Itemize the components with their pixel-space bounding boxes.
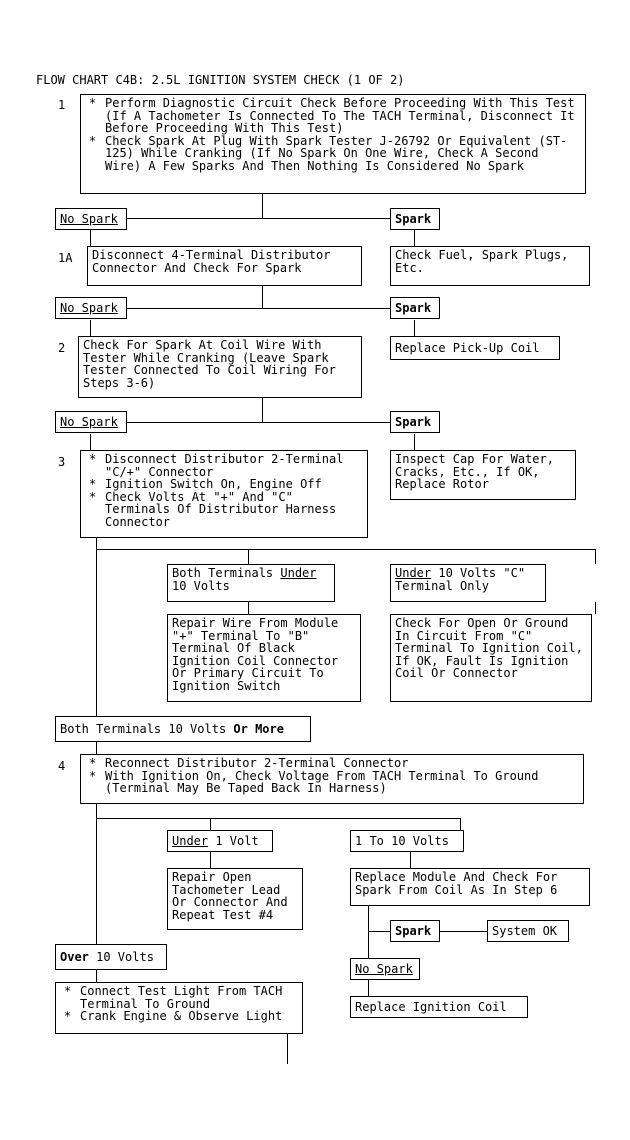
spark-label-3: Spark [390,411,440,433]
connector [368,906,369,958]
no-spark-label-1: No Spark [55,208,127,230]
step2-box: Check For Spark At Coil Wire With Tester While Cranking (Leave Spark Tester Connected To Coil Wiring For Steps 3-6) [78,336,362,398]
step-number-1a: 1A [58,251,73,265]
spark-label-4: Spark [390,920,440,942]
replace-pickup-coil-box: Replace Pick-Up Coil [390,336,560,360]
connector [125,308,390,309]
connector [96,970,97,982]
connector [96,742,97,754]
connector [96,804,97,944]
step-number-2: 2 [58,341,66,355]
connector [414,434,415,450]
both-10-prefix: Both Terminals 10 Volts [60,722,234,736]
connector [125,422,390,423]
connector [460,818,461,830]
step4-bullet-1: * Reconnect Distributor 2-Terminal Connector [85,757,579,770]
system-ok-box: System OK [487,920,569,942]
step3-bullet-2: * Ignition Switch On, Engine Off [85,478,363,491]
no-spark-label-3: No Spark [55,411,127,433]
step1-bullet-1: * Perform Diagnostic Circuit Check Before Proceeding With This Test (If A Tachometer Is Connected To The TACH Terminal, Disconnect It Before Proceeding With This Test) [85,97,581,135]
connector [368,980,369,996]
no-spark-label-4: No Spark [350,958,420,980]
step3-bullet-1: * Disconnect Distributor 2-Terminal "C/+" Connector [85,453,363,478]
both-under-emph: Under [280,566,317,580]
check-fuel-box: Check Fuel, Spark Plugs, Etc. [390,246,590,286]
one-to-ten-volts-box: 1 To 10 Volts [350,830,464,852]
connector [414,320,415,336]
check-open-ground-box: Check For Open Or Ground In Circuit From "C" Terminal To Ignition Coil, If OK, Fault Is Ignition Coil Or Connector [390,614,592,702]
connector [210,818,211,830]
step3-bullet-3: * Check Volts At "+" And "C" Terminals Of Distributor Harness Connector [85,491,363,529]
connector [90,434,91,450]
connector [90,320,91,336]
inspect-cap-box: Inspect Cap For Water, Cracks, Etc., If OK, Replace Rotor [390,450,576,500]
under-1-volt-box [167,830,273,852]
connector [595,549,596,564]
both-under-prefix: Both Terminals [172,566,281,580]
spark-label-2: Spark [390,297,440,319]
chart-title: FLOW CHART C4B: 2.5L IGNITION SYSTEM CHECK (1 OF 2) [36,73,405,87]
both-under-suffix: 10 Volts [172,578,230,593]
step-number-1: 1 [58,98,66,112]
replace-module-box: Replace Module And Check For Spark From Coil As In Step 6 [350,868,590,906]
connector [262,286,263,308]
repair-tach-lead-box: Repair Open Tachometer Lead Or Connector And Repeat Test #4 [167,868,303,930]
over-10-suffix: 10 Volts [88,950,154,964]
under-c-suffix: 10 Volts "C" [431,566,526,580]
repair-wire-box: Repair Wire From Module "+" Terminal To "B" Terminal Of Black Ignition Coil Connector Or Primary Circuit To Ignition Switch [167,614,361,702]
over-10-emph: Over [60,950,89,964]
connector [248,549,249,564]
connector [595,602,596,614]
connector [125,218,390,219]
replace-ignition-coil-box: Replace Ignition Coil [350,996,528,1018]
over-10-volts-box [55,944,167,970]
connector [410,852,411,868]
connector [96,549,596,550]
connector [262,194,263,218]
final-bullet-2: * Crank Engine & Observe Light [60,1010,298,1023]
connector [262,398,263,422]
step1-bullet-2: * Check Spark At Plug With Spark Tester J-26792 Or Equivalent (ST-125) While Cranking (If No Spark On One Wire, Check A Second Wire) A Few Sparks And Then Nothing Is Considered No Spark [85,135,581,173]
no-spark-label-2: No Spark [55,297,127,319]
both-10-emph: Or More [233,722,284,736]
step4-bullet-2: * With Ignition On, Check Voltage From TACH Terminal To Ground (Terminal May Be Taped Back In Harness) [85,770,579,795]
step3-box [80,450,368,538]
step1-box [80,94,586,194]
connector [210,852,211,868]
final-bullet-1: * Connect Test Light From TACH Terminal To Ground [60,985,298,1010]
connector [96,818,461,819]
connector [287,1034,288,1064]
connector [90,230,91,246]
under-1-suffix: 1 Volt [208,834,259,848]
step-number-3: 3 [58,455,66,469]
connector [440,931,488,932]
connector [368,931,390,932]
connect-test-light-box [55,982,303,1034]
under-10-c-box [390,564,546,602]
under-c-emph: Under [395,566,432,580]
spark-label-1: Spark [390,208,440,230]
connector [96,538,97,716]
under-1-emph: Under [172,834,209,848]
both-10-or-more-box [55,716,311,742]
step1a-box: Disconnect 4-Terminal Distributor Connector And Check For Spark [87,246,362,286]
connector [414,230,415,246]
connector [248,602,249,614]
step4-box [80,754,584,804]
under-c-line2: Terminal Only [395,578,489,593]
step-number-4: 4 [58,759,66,773]
both-under-10-box [167,564,335,602]
